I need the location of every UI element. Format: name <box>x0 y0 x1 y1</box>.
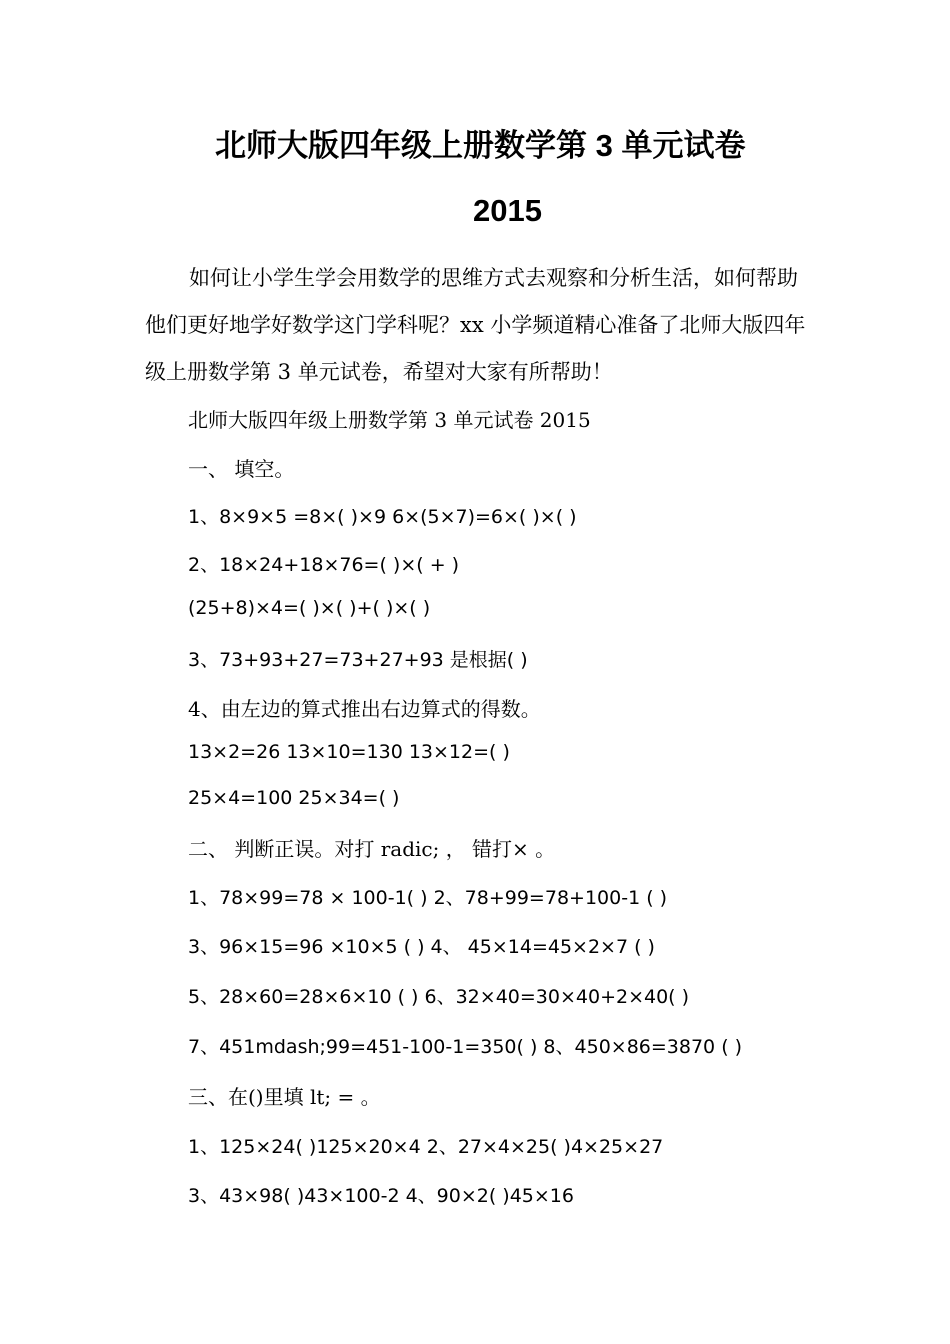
document-title-line2: 2015 <box>473 193 542 228</box>
subtitle-line: 北师大版四年级上册数学第 3 单元试卷 2015 <box>188 408 591 432</box>
question-line: (25+8)×4=( )×( )+( )×( ) <box>188 597 431 619</box>
question-line: 4、由左边的算式推出右边算式的得数。 <box>188 697 541 721</box>
question-line: 1、78×99=78 × 100-1( ) 2、78+99=78+100-1 ( ) <box>188 887 668 909</box>
question-line: 3、73+93+27=73+27+93 是根据( ) <box>188 649 528 671</box>
document-title-line1: 北师大版四年级上册数学第 3 单元试卷 <box>215 128 746 163</box>
question-line: 25×4=100 25×34=( ) <box>188 787 400 809</box>
section-2-heading: 二、 判断正误。对打 radic; ， 错打× 。 <box>188 837 556 861</box>
intro-paragraph: 如何让小学生学会用数学的思维方式去观察和分析生活，如何帮助他们更好地学好数学这门学科呢？xx 小学频道精心准备了北师大版四年级上册数学第 3 单元试卷，希望对大家有所帮助！ <box>145 266 806 384</box>
question-line: 5、28×60=28×6×10 ( ) 6、32×40=30×40+2×40( ) <box>188 986 690 1008</box>
question-line: 2、18×24+18×76=( )×( + ) <box>188 554 460 576</box>
question-line: 13×2=26 13×10=130 13×12=( ) <box>188 741 510 763</box>
question-line: 1、125×24( )125×20×4 2、27×4×25( )4×25×27 <box>188 1136 664 1158</box>
question-line: 7、451mdash;99=451-100-1=350( ) 8、450×86=3870 ( ) <box>188 1036 743 1058</box>
section-3-heading: 三、在()里填 lt; = 。 <box>188 1085 381 1109</box>
question-line: 3、43×98( )43×100-2 4、90×2( )45×16 <box>188 1185 574 1207</box>
section-1-heading: 一、 填空。 <box>188 457 295 481</box>
question-line: 1、8×9×5 =8×( )×9 6×(5×7)=6×( )×( ) <box>188 506 577 528</box>
question-line: 3、96×15=96 ×10×5 ( ) 4、 45×14=45×2×7 ( ) <box>188 936 655 958</box>
